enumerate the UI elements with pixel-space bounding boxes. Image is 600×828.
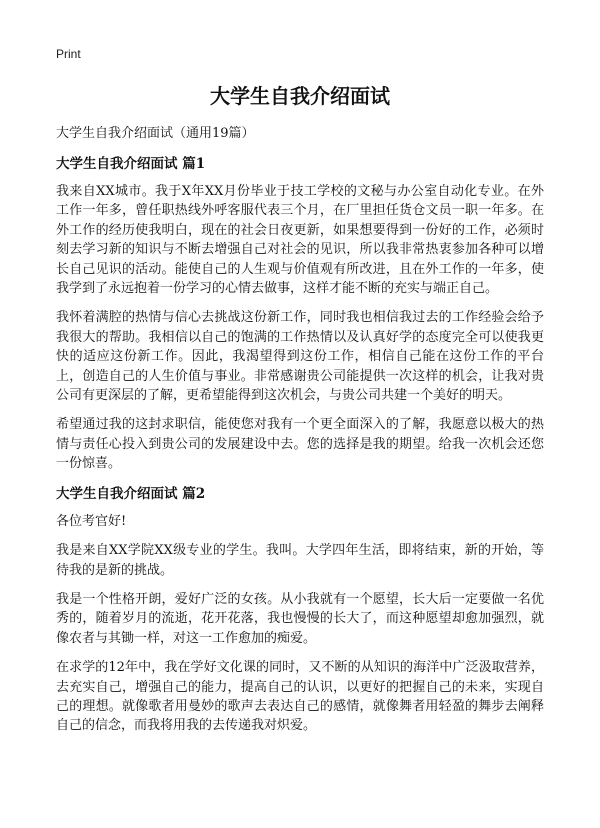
print-link[interactable]: Print	[56, 47, 81, 61]
section-2-paragraph-1: 各位考官好!	[56, 513, 127, 529]
section-2-paragraph-3: 我是一个性格开朗，爱好广泛的女孩。从小我就有一个愿望，长大后一定要做一名优秀的，随着岁月的流逝，花开花落，我也慢慢的长大了，而这种愿望却愈加强烈，就像农者与其锄一样，对这一工作愈加的痴爱。	[56, 591, 544, 646]
section-2-paragraph-2: 我是来自XX学院XX级专业的学生。我叫。大学四年生活，即将结束，新的开始，等待我的是新的挑战。	[56, 543, 544, 578]
document-subtitle: 大学生自我介绍面试（通用19篇）	[56, 126, 255, 141]
section-heading-1: 大学生自我介绍面试 篇1	[56, 156, 206, 172]
section-2-paragraph-4: 在求学的12年中，我在学好文化课的同时，又不断的从知识的海洋中广泛汲取营养，去充实自己，增强自己的能力，提高自己的认识，以更好的把握自己的未来，实现自己的理想。就像歌者用曼妙的歌声去表达自己的感情，就像舞者用轻盈的舞步去阐释自己的信念，而我将用我的去传递我对炽爱。	[56, 660, 544, 734]
section-1-paragraph-1: 我来自XX城市。我于X年XX月份毕业于技工学校的文秘与办公室自动化专业。在外工作一年多，曾任职热线外呼客服代表三个月，在厂里担任货仓文员一职一年多。在外工作的经历使我明白，现在的社会日夜更新，如果想要得到一份好的工作，必须时刻去学习新的知识与不断去增强自己对社会的见识，所以我非常热衷参加各种可以增长自己见识的活动。能使自己的人生观与价值观有所改进，且在外工作的一年多，使我学到了永远抱着一份学习的心情去做事，这样才能不断的充实与端正自己。	[56, 184, 544, 297]
section-1-paragraph-3: 希望通过我的这封求职信，能使您对我有一个更全面深入的了解，我愿意以极大的热情与责任心投入到贵公司的发展建设中去。您的选择是我的期望。给我一次机会还您一份惊喜。	[56, 417, 544, 472]
section-heading-2: 大学生自我介绍面试 篇2	[56, 485, 206, 502]
section-1-paragraph-2: 我怀着满腔的热情与信心去挑战这份新工作，同时我也相信我过去的工作经验会给予我很大的帮助。我相信以自己的饱满的工作热情以及认真好学的态度完全可以使我更快的适应这份新工作。因此，我渴望得到这份工作，相信自己能在这份工作的平台上，创造自己的人生价值与事业。非常感谢贵公司能提供一次这样的机会，让我对贵公司有更深层的了解，更希望能得到这次机会，与贵公司共建一个美好的明天。	[56, 310, 544, 404]
document-title: 大学生自我介绍面试	[210, 84, 390, 108]
